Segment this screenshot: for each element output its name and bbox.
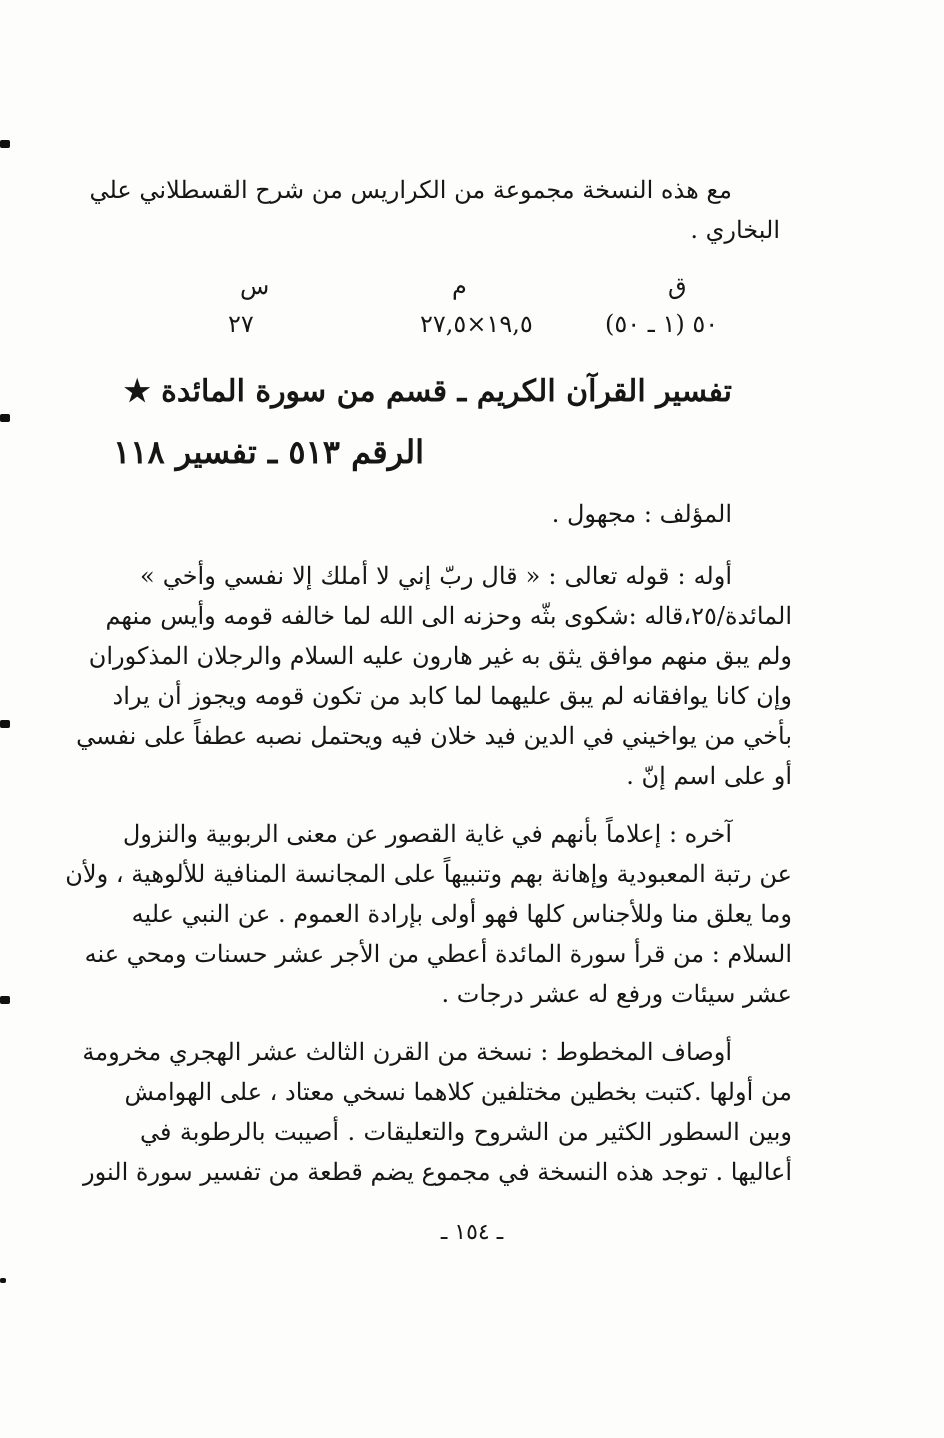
- opening-line: وإن كانا يوافقانه لم يبق عليهما لما كابد من تكون قومه ويجوز أن يراد: [112, 682, 792, 710]
- pages-label: ق: [668, 272, 687, 300]
- measurement-labels: [0, 272, 944, 306]
- intro-line: مع هذه النسخة مجموعة من الكراريس من شرح القسطلاني علي: [89, 176, 732, 204]
- opening-line: ولم يبق منهم موافق يثق به غير هارون عليه السلام والرجلان المذكوران: [88, 642, 792, 670]
- intro-line: البخاري .: [690, 216, 780, 244]
- opening-line: أوله : قوله تعالى : « قال ربّ إني لا أملك إلا نفسي وأخي »: [140, 562, 732, 590]
- manuscript-title: تفسير القرآن الكريم ـ قسم من سورة المائدة ★: [123, 374, 732, 409]
- author-line: المؤلف : مجهول .: [551, 500, 732, 528]
- ending-line: وما يعلق منا وللأجناس كلها فهو أولى بإرادة العموم . عن النبي عليه: [131, 900, 792, 928]
- ending-line: السلام : من قرأ سورة المائدة أعطي من الأجر عشر حسنات ومحي عنه: [84, 940, 792, 968]
- measurement-values: [0, 310, 944, 344]
- pages-value: ٥٠ (١ ـ ٥٠): [605, 310, 719, 338]
- scan-edge-mark: [0, 720, 10, 728]
- description-line: أوصاف المخطوط : نسخة من القرن الثالث عشر الهجري مخرومة: [82, 1038, 732, 1066]
- opening-line: أو على اسم إنّ .: [626, 762, 792, 790]
- ending-line: عشر سيئات ورفع له عشر درجات .: [441, 980, 792, 1008]
- scan-edge-mark: [0, 140, 10, 148]
- scan-edge-mark: [0, 996, 10, 1004]
- ending-line: آخره : إعلاماً بأنهم في غاية القصور عن معنى الربوبية والنزول: [122, 820, 732, 848]
- dimensions-label: م: [452, 272, 467, 300]
- description-line: أعاليها . توجد هذه النسخة في مجموع يضم قطعة من تفسير سورة النور: [83, 1158, 792, 1186]
- scan-edge-mark: [0, 414, 10, 422]
- scan-edge-mark: [0, 1278, 6, 1283]
- manuscript-number: الرقم ٥١٣ ـ تفسير ١١٨: [113, 433, 424, 471]
- opening-line: بأخي من يواخيني في الدين فيد خلان فيه ويحتمل نصبه عطفاً على نفسي: [76, 722, 792, 750]
- opening-line: المائدة/٢٥،قاله :شكوى بثّه وحزنه الى الله لما خالفه قومه وأيس منهم: [105, 602, 792, 630]
- page-number: ـ ١٥٤ ـ: [440, 1220, 504, 1245]
- description-line: وبين السطور الكثير من الشروح والتعليقات . أصيبت بالرطوبة في: [140, 1118, 792, 1146]
- description-line: من أولها .كتبت بخطين مختلفين كلاهما نسخي معتاد ، على الهوامش: [124, 1078, 792, 1106]
- lines-label: س: [240, 272, 270, 300]
- lines-value: ٢٧: [228, 310, 254, 338]
- ending-line: عن رتبة المعبودية وإهانة بهم وتنبيهاً على المجانسة المنافية للألوهية ، ولأن: [65, 860, 792, 888]
- dimensions-value: ١٩,٥×٢٧,٥: [420, 310, 533, 338]
